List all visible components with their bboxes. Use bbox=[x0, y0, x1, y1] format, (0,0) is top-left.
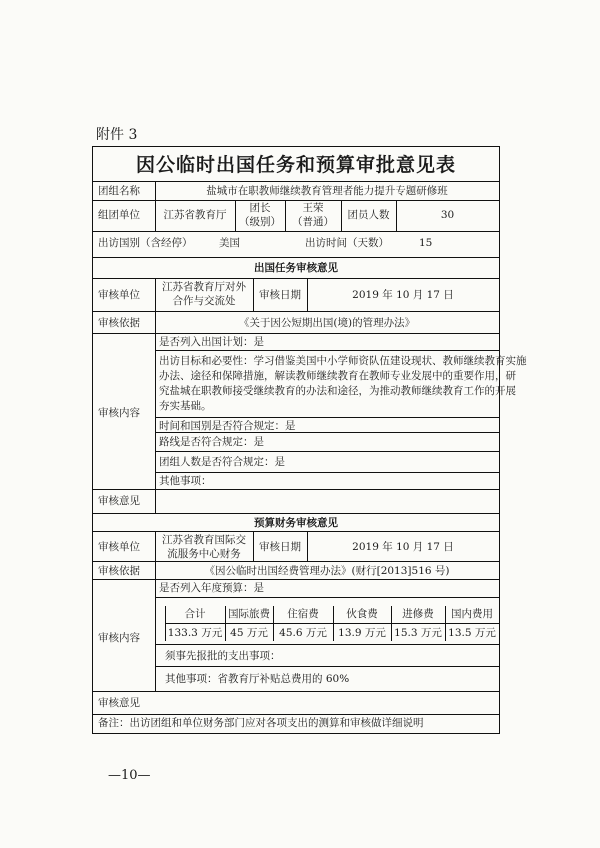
leader-label-line2: （级别） bbox=[239, 216, 281, 228]
cost-value-airfare: 45 万元 bbox=[230, 627, 268, 639]
task-purpose-line: 办法、途径和保障措施，解读教师继续教育在教师专业发展中的重要作用，研 bbox=[159, 370, 516, 382]
budget-other: 其他事项：省教育厅补贴总费用的 60% bbox=[165, 673, 350, 685]
delegation-name-value: 盐城市在职教师继续教育管理者能力提升专题研修班 bbox=[206, 185, 448, 197]
budget-annual-check: 是否列入年度预算：是 bbox=[159, 582, 264, 594]
task-basis-label: 审核依据 bbox=[98, 317, 140, 329]
cost-header-training: 进修费 bbox=[402, 608, 434, 620]
row-divider bbox=[155, 417, 499, 418]
cost-value-total: 133.3 万元 bbox=[167, 627, 223, 639]
budget-date-value: 2019 年 10 月 17 日 bbox=[352, 541, 454, 553]
leader-value-line2: （普通） bbox=[292, 216, 334, 228]
row-divider bbox=[93, 181, 499, 182]
row-divider bbox=[93, 531, 499, 532]
organizer-value: 江苏省教育厅 bbox=[163, 209, 227, 221]
budget-date-label: 审核日期 bbox=[259, 541, 301, 553]
task-unit-value-line2: 合作与交流处 bbox=[172, 295, 236, 307]
budget-unit-value-line2: 流服务中心财务 bbox=[167, 548, 241, 560]
budget-review-heading: 预算财务审核意见 bbox=[254, 517, 338, 529]
cost-value-meals: 13.9 万元 bbox=[338, 627, 386, 639]
budget-basis-value: 《因公临时出国经费管理办法》(财行[2013]516 号) bbox=[204, 565, 450, 577]
row-divider bbox=[93, 579, 499, 580]
row-divider bbox=[93, 561, 499, 562]
row-divider bbox=[155, 644, 499, 645]
row-divider bbox=[93, 714, 499, 715]
row-divider bbox=[155, 666, 499, 667]
column-divider bbox=[155, 333, 156, 514]
members-label: 团员人数 bbox=[347, 209, 390, 221]
budget-unit-label: 审核单位 bbox=[98, 541, 140, 553]
budget-unit-value-line1: 江苏省教育国际交 bbox=[162, 534, 246, 546]
page-number: —10— bbox=[108, 768, 151, 783]
row-divider bbox=[93, 257, 499, 258]
members-value: 30 bbox=[440, 209, 455, 221]
task-date-label: 审核日期 bbox=[259, 289, 301, 301]
budget-pre-approval: 须事先报批的支出事项： bbox=[165, 650, 281, 662]
cost-header-lodging: 住宿费 bbox=[287, 608, 319, 620]
cost-header-total: 合计 bbox=[184, 608, 206, 620]
task-plan-check: 是否列入出国计划：是 bbox=[159, 336, 264, 348]
row-divider bbox=[93, 278, 499, 279]
task-basis-value: 《关于因公短期出国(境)的管理办法》 bbox=[238, 317, 416, 329]
row-divider bbox=[155, 472, 499, 473]
task-content-label: 审核内容 bbox=[98, 407, 140, 419]
form-title: 因公临时出国任务和预算审批意见表 bbox=[135, 154, 456, 176]
task-unit-label: 审核单位 bbox=[98, 289, 140, 301]
countries-label: 出访国别（含经停） bbox=[98, 237, 193, 249]
countries-value: 美国 bbox=[219, 237, 240, 249]
attachment-label: 附件 3 bbox=[96, 127, 138, 143]
budget-opinion-label: 审核意见 bbox=[98, 697, 140, 709]
budget-content-label: 审核内容 bbox=[98, 632, 140, 644]
cost-value-lodging: 45.6 万元 bbox=[279, 627, 327, 639]
row-divider bbox=[93, 489, 499, 490]
cost-value-domestic: 13.5 万元 bbox=[448, 627, 496, 639]
cost-header-meals: 伙食费 bbox=[346, 608, 378, 620]
organizer-label: 组团单位 bbox=[98, 209, 140, 221]
approval-form bbox=[92, 146, 527, 734]
task-purpose-line: 出访目标和必要性：学习借鉴美国中小学师资队伍建设现状、教师继续教育实施 bbox=[159, 355, 527, 367]
row-divider bbox=[93, 691, 499, 692]
cost-grid-line bbox=[165, 623, 499, 624]
leader-value-line1: 王荣 bbox=[302, 202, 324, 214]
row-divider bbox=[93, 513, 499, 514]
row-divider bbox=[155, 350, 499, 351]
footnote: 备注：出访团组和单位财务部门应对各项支出的测算和审核做详细说明 bbox=[98, 717, 424, 729]
cost-header-domestic: 国内费用 bbox=[451, 608, 493, 620]
task-purpose-line: 夯实基础。 bbox=[159, 400, 212, 412]
task-route-check: 路线是否符合规定：是 bbox=[159, 436, 264, 448]
cost-value-training: 15.3 万元 bbox=[394, 627, 442, 639]
task-members-check: 团组人数是否符合规定：是 bbox=[159, 456, 285, 468]
task-time-country-check: 时间和国别是否符合规定：是 bbox=[159, 420, 296, 432]
task-unit-value-line1: 江苏省教育厅对外 bbox=[162, 281, 246, 293]
row-divider bbox=[93, 231, 499, 232]
row-divider bbox=[155, 597, 499, 598]
duration-value: 15 bbox=[419, 237, 433, 249]
cost-header-airfare: 国际旅费 bbox=[228, 608, 270, 620]
task-purpose-line: 究盐城在职教师接受继续教育的办法和途径，为推动教师继续教育工作的开展 bbox=[159, 385, 516, 397]
task-review-heading: 出国任务审核意见 bbox=[254, 262, 338, 274]
task-date-value: 2019 年 10 月 17 日 bbox=[352, 289, 454, 301]
leader-label-line1: 团长 bbox=[249, 202, 271, 214]
duration-label: 出访时间（天数） bbox=[305, 237, 389, 249]
task-other: 其他事项： bbox=[159, 475, 212, 487]
row-divider bbox=[93, 333, 499, 334]
row-divider bbox=[93, 311, 499, 312]
budget-basis-label: 审核依据 bbox=[98, 565, 140, 577]
delegation-name-label: 团组名称 bbox=[98, 185, 140, 197]
row-divider bbox=[155, 451, 499, 452]
task-opinion-label: 审核意见 bbox=[98, 495, 140, 507]
